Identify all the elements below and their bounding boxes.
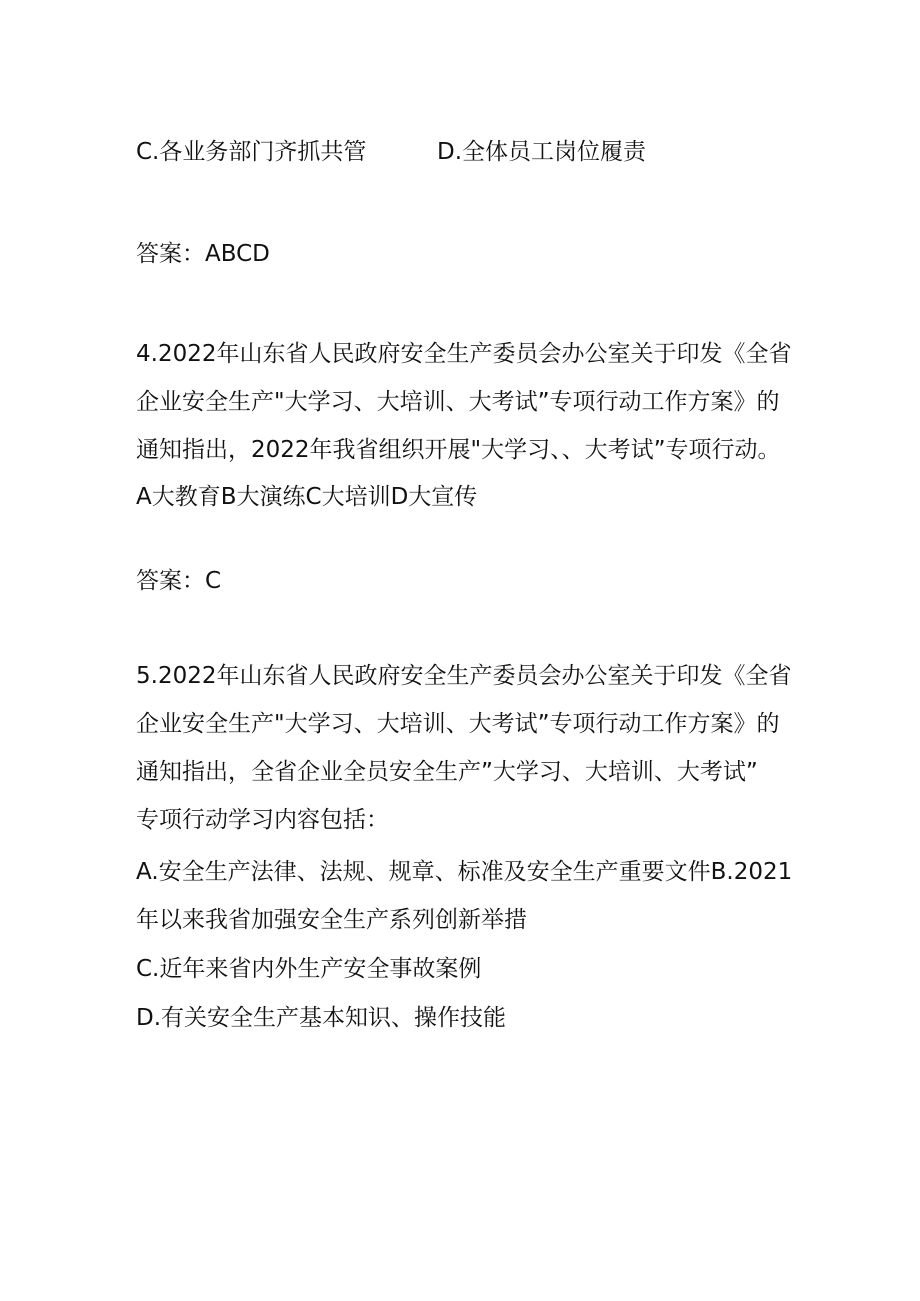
q4-text-line: 通知指出，2022年我省组织开展"大学习、、大考试”专项行动。 xyxy=(136,437,781,463)
q3-answer: 答案：ABCD xyxy=(136,241,270,267)
q5-option-d: D.有关安全生产基本知识、操作技能 xyxy=(136,1005,507,1031)
q5-text-line: 专项行动学习内容包括： xyxy=(136,807,389,833)
q5-text-line: 企业安全生产"大学习、大培训、大考试”专项行动工作方案》的 xyxy=(136,711,780,737)
q4-answer: 答案：C xyxy=(136,568,222,594)
q5-option-a: A.安全生产法律、法规、规章、标准及安全生产重要文件B.2021 xyxy=(136,859,793,885)
q3-option-c: C.各业务部门齐抓共管 xyxy=(136,139,367,165)
q5-text-line: 5.2022年山东省人民政府安全生产委员会办公室关于印发《全省 xyxy=(136,663,792,689)
q4-text-line: 4.2022年山东省人民政府安全生产委员会办公室关于印发《全省 xyxy=(136,341,792,367)
q5-text-line: 通知指出，全省企业全员安全生产”大学习、大培训、大考试” xyxy=(136,759,758,785)
q5-option-c: C.近年来省内外生产安全事故案例 xyxy=(136,956,482,982)
q4-text-line: 企业安全生产"大学习、大培训、大考试”专项行动工作方案》的 xyxy=(136,389,780,415)
q3-option-d: D.全体员工岗位履责 xyxy=(437,139,647,165)
q5-option-b-cont: 年以来我省加强安全生产系列创新举措 xyxy=(136,907,527,933)
q4-options: A大教育B大演练C大培训D大宣传 xyxy=(136,484,478,510)
